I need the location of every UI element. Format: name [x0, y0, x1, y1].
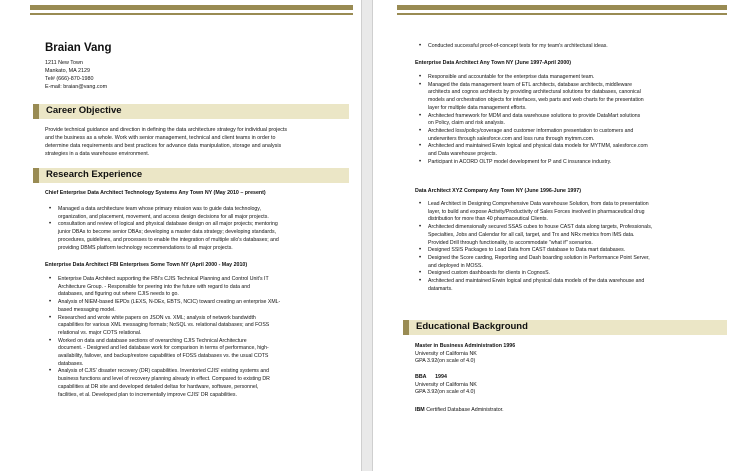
list-item	[45, 315, 280, 338]
bullet-line: document. - Designed and led database work for comparison in terms of performance, high-	[58, 345, 269, 352]
objective-line: strategies in a data warehouse environment.	[45, 151, 150, 157]
list-item	[415, 143, 648, 158]
certification	[415, 407, 504, 415]
bullet-line: capabilities at DR site and developed detailed deltas for hardware, software, personnel,	[58, 383, 259, 390]
list-item	[415, 255, 652, 270]
job-bullet-list	[415, 43, 608, 51]
bullet-line: procedures, guidelines, and processes to enable the integration of multiple silo's databases; and	[58, 236, 279, 243]
job-title: Chief Enterprise Data Architect Technology Systems Any Town NY (May 2010 – present)	[45, 190, 266, 196]
bullet-line: • Architected and maintained Erwin logical and physical data models for MYTMM, salesforce.com	[428, 143, 648, 150]
top-accent-bar	[30, 5, 353, 10]
bullet-line: • Architected loss/policy/coverage and customer information presentation to customers and	[428, 127, 634, 134]
list-item	[415, 278, 652, 293]
city-line: Mankato, MA 2129	[45, 67, 90, 74]
degree: Master in Business Administration 1996	[415, 343, 516, 349]
section-title: Career Objective	[46, 105, 122, 116]
bullet-line: • Lead Architect in Designing Comprehensive Data warehouse Solution, from data to presentation	[428, 201, 649, 207]
email-line: E-mail: braian@vang.com	[45, 83, 108, 90]
degree: BBA 1994	[415, 374, 447, 380]
bullet-line: databases.	[58, 360, 84, 367]
bullet-line: • Managed the data management team of ETL architects, database architects, middleware	[428, 81, 632, 88]
gpa: GPA 3.92(on scale of 4.0)	[415, 389, 476, 396]
bullet-line: and Data warehouse projects.	[428, 151, 497, 158]
bullet-line: • Conducted successful proof-of-concept tests for my team's architectural ideas.	[428, 43, 608, 49]
bullet-line: capabilities for various XML messaging formats; NoSQL vs. relational databases; and FOSS	[58, 322, 270, 329]
bullet-line: Provided Drill through functionality, to accommodate "what if" scenarios.	[428, 239, 593, 246]
bullet-line: on Policy, claim and risk analysis.	[428, 120, 505, 127]
contact-block	[45, 60, 107, 92]
certification-label: IBM	[415, 407, 425, 413]
top-accent-line	[30, 13, 353, 15]
section-header-educational-background	[403, 320, 727, 335]
education-entry	[415, 374, 477, 397]
bullet-line: • Designed custom dashboards for clients in CognosS.	[428, 270, 550, 277]
bullet-line: • Managed a data architecture team whose primary mission was to guide data technology,	[58, 206, 261, 212]
list-item	[415, 270, 652, 278]
resume-page-1	[0, 0, 362, 471]
bullet-line: layer, to build and expose Activity/Productivity of Sales Forces involved in pharmaceutical drug	[428, 208, 645, 215]
list-item	[45, 338, 280, 369]
certification-text: Certified Database Administrator.	[424, 407, 504, 413]
section-title: Research Experience	[46, 169, 143, 180]
education-entry	[415, 343, 515, 366]
list-item	[45, 299, 280, 314]
bullet-line: junior DBAs to become senior DBAs; developing a master data strategy; developing standards,	[58, 229, 276, 236]
bullet-line: models and orchestration objects for interfaces, web parts and web charts for the presentation	[428, 97, 644, 104]
job-bullet-list	[45, 206, 279, 252]
job-title: Enterprise Data Architect FBI Enterprises Some Town NY (April 2000 - May 2010)	[45, 262, 248, 268]
job-title: Data Architect XYZ Company Any Town NY (June 1996-June 1997)	[415, 188, 582, 194]
list-item	[45, 206, 279, 221]
gpa: GPA 3.92(on scale of 4.0)	[415, 358, 476, 365]
bullet-line: databases, and figuring out where CJIS needs to go.	[58, 291, 179, 298]
bullet-line: • Participant in ACORD OLTP model development for P and C insurance industry.	[428, 158, 612, 165]
list-item	[415, 82, 648, 113]
resume-page-2	[372, 0, 735, 471]
list-item	[415, 159, 648, 167]
list-item	[415, 128, 648, 143]
bullet-line: business functions and level of recovery planning already in effect. Compared to existing DR	[58, 376, 270, 383]
top-accent-line	[397, 13, 727, 15]
bullet-line: availability, failover, and backup/restore capabilities of FOSS databases vs. the usual COTS	[58, 353, 269, 360]
bullet-line: • Designed SSIS Packages to Load Data from CAST database to Data mart databases.	[428, 247, 626, 254]
list-item	[415, 224, 652, 247]
bullet-line: underwriters through salesforce.com and loss runs through mytmm.com.	[428, 135, 595, 142]
bullet-line: • Analysis of NIEM-based IEPDs (LEXS, N-DEx, EBTS, NCIC) toward creating an enterprise XML-	[58, 299, 281, 306]
job-bullet-list	[415, 74, 648, 166]
bullet-line: Architecture Group. - Responsible for peering into the future with regard to data and	[58, 283, 251, 290]
list-item	[45, 368, 280, 399]
bullet-line: • Researched and wrote white papers on JSON vs. XML; analysis of network bandwidth	[58, 314, 256, 321]
list-item	[45, 221, 279, 252]
bullet-line: • Analysis of CJIS' disaster recovery (DR) capabilities. Inventoried CJIS' existing systems and	[58, 368, 270, 375]
list-item	[45, 276, 280, 299]
list-item	[415, 43, 608, 51]
list-item	[415, 74, 648, 82]
phone-line: Tel# (666)-870-1980	[45, 75, 94, 82]
bullet-line: organization, and placement, movement, and access design decisions for all major projects.	[58, 213, 269, 220]
job-title: Enterprise Data Architect Any Town NY (June 1997-April 2000)	[415, 60, 572, 66]
list-item	[415, 201, 652, 224]
section-header-research-experience	[33, 168, 349, 183]
bullet-line: based messaging model.	[58, 306, 116, 313]
bullet-line: • Architected and maintained Erwin logical and physical data models of the data warehouse and	[428, 278, 645, 285]
bullet-line: architects and cognos architects by providing architectural solutions for databases, canonical	[428, 89, 641, 96]
section-title: Educational Background	[416, 321, 528, 332]
list-item	[415, 113, 648, 128]
objective-line: and the business as a whole. Work with senior management, technical and client teams in order to	[45, 135, 276, 141]
job-bullet-list	[415, 201, 652, 293]
list-item	[415, 247, 652, 255]
top-accent-bar	[397, 5, 727, 10]
job-bullet-list	[45, 276, 280, 399]
bullet-line: • Architected dimensionally secured SSAS cubes to house CAST data along targets, Professionals,	[428, 224, 653, 231]
bullet-line: relational vs. major COTS relational.	[58, 329, 142, 336]
objective-line: Provide technical guidance and direction in defining the data architecture strategy for individual projects	[45, 127, 288, 133]
candidate-name: Braian Vang	[45, 42, 112, 54]
bullet-line: Specialties, Jobs and Calendar for all call, target, and Trx and NRx metrics from IMS data.	[428, 231, 635, 238]
bullet-line: layer for multiple data management efforts.	[428, 104, 527, 111]
bullet-line: datamarts.	[428, 285, 453, 292]
school: University of California NK	[415, 350, 477, 357]
bullet-line: facilities, et al. Developed plan to incrementally improve CJIS' DR capabilities.	[58, 391, 237, 398]
objective-text	[45, 126, 287, 158]
bullet-line: • Designed the Score carding, Reporting and Dash boarding solution in Performance Point Server,	[428, 254, 650, 261]
objective-line: determine data requirements and best practices for advance data manipulation, storage and analysis	[45, 143, 282, 149]
bullet-line: • Responsible and accountable for the enterprise data management team.	[428, 74, 595, 80]
bullet-line: distribution for more than 40 pharmaceutical Clients.	[428, 216, 548, 223]
bullet-line: • consultation and review of logical and physical database design on all major projects; mentoring	[58, 221, 278, 228]
bullet-line: • Worked on data and database sections of overarching CJIS Technical Architecture	[58, 337, 247, 344]
address-line: 1211 New Town	[45, 60, 83, 66]
school: University of California NK	[415, 381, 477, 388]
bullet-line: and deployed in MOSS.	[428, 262, 483, 269]
bullet-line: • Architected framework for MDM and data warehouse solutions to provide DataMart solutions	[428, 112, 641, 119]
bullet-line: • Enterprise Data Architect supporting the FBI's CJIS Technical Planning and Control Unit's IT	[58, 276, 269, 282]
bullet-line: providing DBMS platform technology recommendations to all major projects.	[58, 244, 233, 251]
section-header-career-objective	[33, 104, 349, 119]
